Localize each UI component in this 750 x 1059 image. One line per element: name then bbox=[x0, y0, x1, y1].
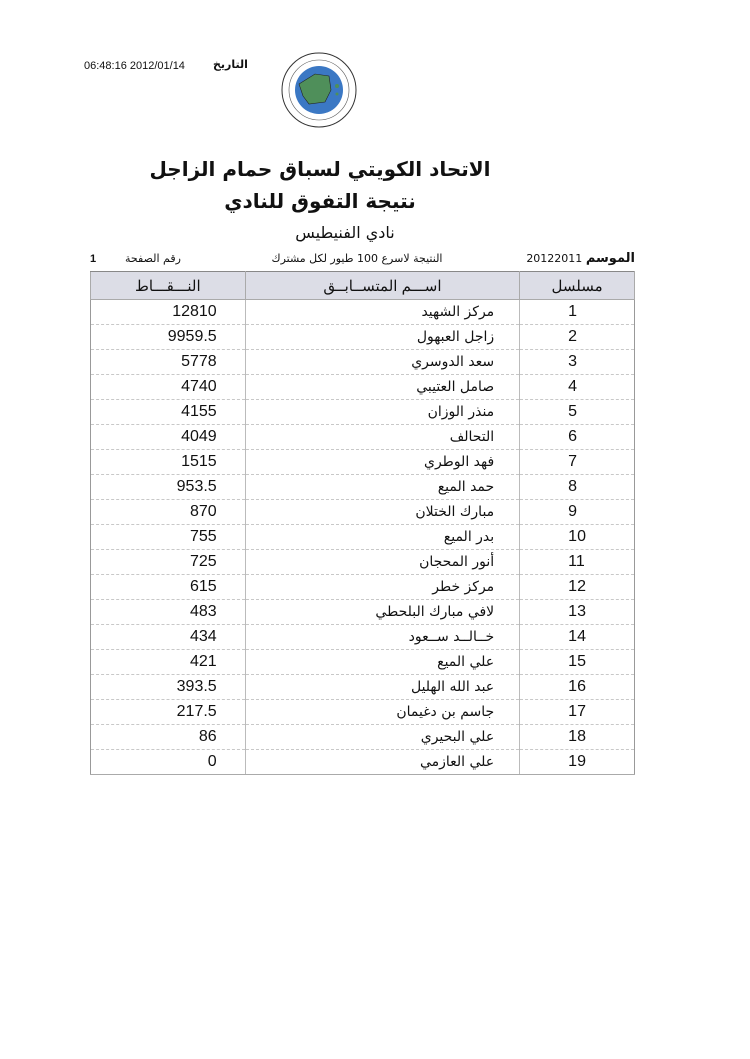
points-cell: 86 bbox=[91, 725, 246, 750]
table-row bbox=[91, 575, 635, 600]
serial-cell: 1 bbox=[520, 300, 635, 325]
table-row bbox=[91, 475, 635, 500]
table-row bbox=[91, 375, 635, 400]
serial-cell: 6 bbox=[520, 425, 635, 450]
serial-cell: 16 bbox=[520, 675, 635, 700]
points-cell: 434 bbox=[91, 625, 246, 650]
points-cell: 870 bbox=[91, 500, 246, 525]
name-cell: أنور المحجان bbox=[245, 550, 519, 575]
name-cell: مركز خطر bbox=[245, 575, 519, 600]
points-cell: 615 bbox=[91, 575, 246, 600]
federation-title: الاتحاد الكويتي لسباق حمام الزاجل bbox=[149, 157, 491, 181]
table-row bbox=[91, 750, 635, 775]
points-cell: 12810 bbox=[91, 300, 246, 325]
points-cell: 4740 bbox=[91, 375, 246, 400]
serial-cell: 18 bbox=[520, 725, 635, 750]
name-cell: زاجل العبهول bbox=[245, 325, 519, 350]
header-serial: مسلسل bbox=[520, 272, 635, 300]
table-row bbox=[91, 450, 635, 475]
points-cell: 483 bbox=[91, 600, 246, 625]
name-cell: فهد الوطري bbox=[245, 450, 519, 475]
table-row bbox=[91, 300, 635, 325]
serial-cell: 14 bbox=[520, 625, 635, 650]
name-cell: مبارك الختلان bbox=[245, 500, 519, 525]
points-cell: 4155 bbox=[91, 400, 246, 425]
results-table bbox=[90, 271, 635, 775]
name-cell: علي العازمي bbox=[245, 750, 519, 775]
serial-cell: 19 bbox=[520, 750, 635, 775]
name-cell: بدر الميع bbox=[245, 525, 519, 550]
points-cell: 5778 bbox=[91, 350, 246, 375]
serial-cell: 5 bbox=[520, 400, 635, 425]
table-row bbox=[91, 725, 635, 750]
points-cell: 755 bbox=[91, 525, 246, 550]
name-cell: سعد الدوسري bbox=[245, 350, 519, 375]
serial-cell: 3 bbox=[520, 350, 635, 375]
name-cell: التحالف bbox=[245, 425, 519, 450]
header-points: النـــقـــاط bbox=[91, 272, 246, 300]
points-cell: 953.5 bbox=[91, 475, 246, 500]
table-row bbox=[91, 625, 635, 650]
report-title: نتيجة التفوق للنادي bbox=[224, 189, 416, 213]
points-cell: 421 bbox=[91, 650, 246, 675]
club-name: نادي الفنيطيس bbox=[295, 223, 395, 242]
name-cell: علي الميع bbox=[245, 650, 519, 675]
serial-cell: 10 bbox=[520, 525, 635, 550]
name-cell: منذر الوزان bbox=[245, 400, 519, 425]
federation-logo bbox=[281, 52, 357, 128]
table-row bbox=[91, 525, 635, 550]
result-description: النتيجة لاسرع 100 طيور لكل مشترك bbox=[271, 252, 443, 265]
table-row bbox=[91, 650, 635, 675]
serial-cell: 9 bbox=[520, 500, 635, 525]
table-row bbox=[91, 425, 635, 450]
serial-cell: 15 bbox=[520, 650, 635, 675]
serial-cell: 13 bbox=[520, 600, 635, 625]
serial-cell: 12 bbox=[520, 575, 635, 600]
name-cell: جاسم بن دغيمان bbox=[245, 700, 519, 725]
serial-cell: 11 bbox=[520, 550, 635, 575]
report-date: 06:48:16 2012/01/14 bbox=[84, 60, 185, 72]
name-cell: حمد الميع bbox=[245, 475, 519, 500]
name-cell: عبد الله الهليل bbox=[245, 675, 519, 700]
table-row bbox=[91, 700, 635, 725]
serial-cell: 8 bbox=[520, 475, 635, 500]
table-row bbox=[91, 675, 635, 700]
table-row bbox=[91, 600, 635, 625]
season bbox=[490, 252, 635, 266]
points-cell: 1515 bbox=[91, 450, 246, 475]
points-cell: 217.5 bbox=[91, 700, 246, 725]
table-row bbox=[91, 325, 635, 350]
table-row bbox=[91, 400, 635, 425]
date-label: التاريخ bbox=[213, 58, 248, 71]
season-label: الموسم bbox=[585, 251, 635, 266]
points-cell: 725 bbox=[91, 550, 246, 575]
table-row bbox=[91, 500, 635, 525]
name-cell: صامل العتيبي bbox=[245, 375, 519, 400]
points-cell: 4049 bbox=[91, 425, 246, 450]
header-name: اســـم المتســابــق bbox=[245, 272, 519, 300]
page-label: رقم الصفحة bbox=[125, 252, 181, 265]
table-row bbox=[91, 350, 635, 375]
name-cell: علي البحيري bbox=[245, 725, 519, 750]
serial-cell: 2 bbox=[520, 325, 635, 350]
points-cell: 0 bbox=[91, 750, 246, 775]
points-cell: 9959.5 bbox=[91, 325, 246, 350]
page-number: 1 bbox=[90, 253, 97, 265]
name-cell: مركز الشهيد bbox=[245, 300, 519, 325]
table-header-row bbox=[91, 272, 635, 300]
table-row bbox=[91, 550, 635, 575]
serial-cell: 4 bbox=[520, 375, 635, 400]
points-cell: 393.5 bbox=[91, 675, 246, 700]
name-cell: لافي مبارك البلحطي bbox=[245, 600, 519, 625]
name-cell: خــالــد ســعود bbox=[245, 625, 519, 650]
serial-cell: 7 bbox=[520, 450, 635, 475]
serial-cell: 17 bbox=[520, 700, 635, 725]
season-value: 20122011 bbox=[526, 252, 583, 265]
